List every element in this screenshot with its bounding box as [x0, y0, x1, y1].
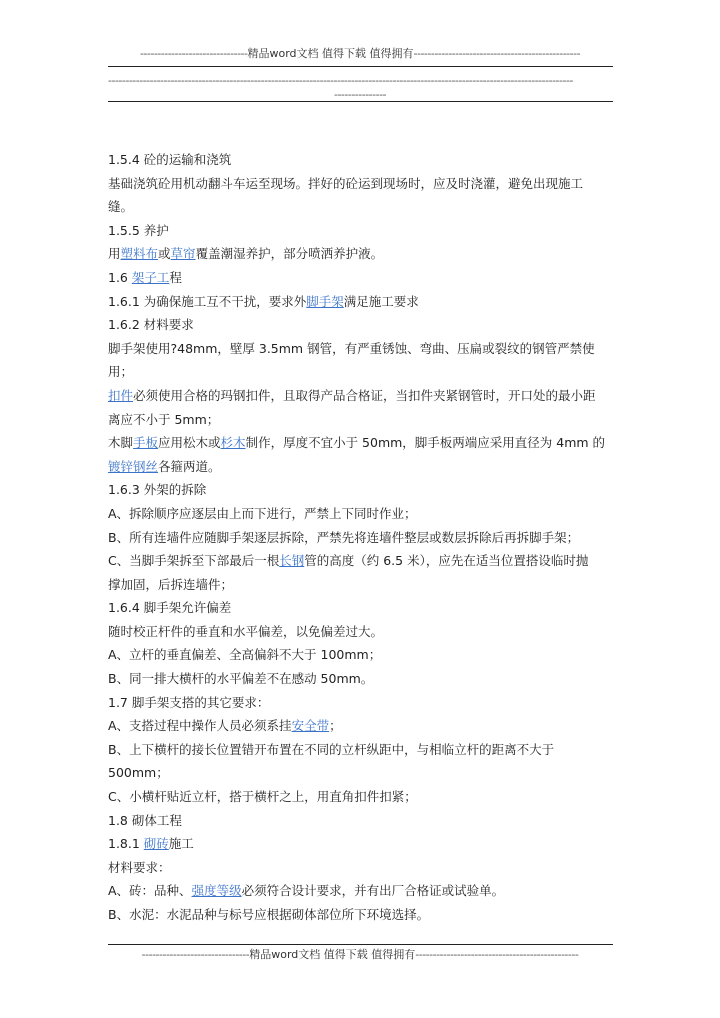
text-span: 或 — [158, 246, 171, 262]
paragraph-line: A、立杆的垂直偏差、全高偏斜不大于 100mm； — [108, 647, 382, 663]
heading-1-7: 1.7 脚手架支搭的其它要求： — [108, 694, 270, 710]
header-dash-left: ------------------------------- — [139, 47, 248, 60]
link-scaffolder[interactable]: 架子工 — [131, 269, 170, 285]
paragraph-line: 用； — [108, 364, 134, 380]
text-span: 覆盖潮湿养护，部分喷洒养护液。 — [195, 246, 384, 262]
link-brick-laying[interactable]: 砌砖 — [143, 836, 169, 852]
document-body — [108, 148, 613, 927]
paragraph-line — [108, 879, 613, 903]
text-span: 程 — [169, 269, 182, 285]
heading-1-6-4: 1.6.4 脚手架允许偏差 — [108, 600, 232, 616]
heading-1-8-1 — [108, 832, 613, 856]
heading-1-6-2: 1.6.2 材料要求 — [108, 317, 194, 333]
paragraph-line: 撑加固，后拆连墙件； — [108, 576, 234, 592]
header-rule-top — [108, 66, 613, 67]
paragraph-line: B、水泥：水泥品种与标号应根据砌体部位所下环境选择。 — [108, 907, 430, 922]
text-span: 1.8.1 — [108, 836, 144, 852]
text-span: ； — [329, 718, 342, 734]
footer-dash-left: ------------------------------- — [141, 948, 250, 961]
footer-dash-right: ----------------------------------------------- — [415, 948, 579, 961]
paragraph-line: B、上下横杆的接长位置错开布置在不同的立杆纵距中，与相临立杆的距离不大于 — [108, 741, 555, 757]
text-span: 必须符合设计要求，并有出厂合格证或试验单。 — [241, 883, 505, 899]
text-span: 1.6.1 为确保施工互不干扰，要求外 — [108, 293, 307, 309]
text-span: 制作，厚度不宜小于 50mm，脚手板两端应采用直径为 4mm 的 — [245, 435, 606, 451]
paragraph-line — [108, 242, 613, 266]
text-span: 应用松木或 — [158, 435, 221, 451]
paragraph-line: 脚手架使用?48mm，壁厚 3.5mm 钢管，有严重锈蚀、弯曲、压扁或裂纹的钢管严禁使 — [108, 340, 595, 356]
paragraph-line: A、拆除顺序应逐层由上而下进行，严禁上下同时作业； — [108, 505, 417, 521]
paragraph-line: B、所有连墙件应随脚手架逐层拆除，严禁先将连墙件整层或数层拆除后再拆脚手架； — [108, 529, 580, 545]
paragraph-line: 基础浇筑砼用机动翻斗车运至现场。拌好的砼运到现场时，应及时浇灌，避免出现施工 — [108, 175, 584, 191]
heading-1-5-5: 1.5.5 养护 — [108, 222, 169, 238]
header-dash-right: ------------------------------------------------ — [413, 47, 581, 60]
paragraph-line — [108, 431, 613, 455]
paragraph-line: B、同一排大横杆的水平偏差不在感动 50mm。 — [108, 671, 374, 687]
header-label: 精品word文档 值得下载 值得拥有 — [247, 47, 414, 60]
paragraph-line — [108, 549, 613, 573]
link-fastener[interactable]: 扣件 — [108, 387, 134, 403]
text-span: C、当脚手架拆至下部最后一根 — [108, 553, 280, 569]
header-dash-line-1: -------------------------------------------------------------------------------------------------------------------------------------- — [108, 74, 573, 87]
paragraph-line: 随时校正杆件的垂直和水平偏差，以免偏差过大。 — [108, 623, 384, 639]
link-hand-board[interactable]: 手板 — [133, 435, 159, 451]
link-safety-belt[interactable]: 安全带 — [291, 718, 330, 734]
link-fir-wood[interactable]: 杉木 — [220, 435, 246, 451]
link-galvanized-wire[interactable]: 镀锌钢丝 — [108, 458, 159, 474]
header-dash-line-2-wrap — [0, 88, 720, 101]
paragraph-line — [108, 455, 613, 479]
text-span: A、砖：品种、 — [108, 883, 192, 899]
link-long-steel[interactable]: 长钢 — [279, 553, 305, 569]
paragraph-line — [108, 384, 613, 408]
header-rule-bottom — [108, 101, 613, 102]
paragraph-line: 500mm； — [108, 765, 169, 781]
paragraph-line: 材料要求： — [108, 859, 171, 875]
link-scaffold[interactable]: 脚手架 — [306, 293, 344, 309]
paragraph-line: 缝。 — [108, 199, 134, 215]
text-span: 满足施工要求 — [343, 293, 419, 309]
text-span: 管的高度（约 6.5 米），应先在适当位置搭设临时抛 — [304, 553, 589, 569]
paragraph-line — [108, 714, 613, 738]
text-span: 必须使用合格的玛钢扣件，且取得产品合格证，当扣件夹紧钢管时，开口处的最小距 — [133, 387, 596, 403]
page-footer — [0, 946, 720, 962]
page-header — [0, 45, 720, 61]
footer-label: 精品word文档 值得下载 值得拥有 — [249, 948, 416, 961]
text-span: A、支搭过程中操作人员必须系挂 — [108, 718, 292, 734]
text-span: 施工 — [168, 836, 194, 852]
link-strength-grade[interactable]: 强度等级 — [191, 883, 242, 899]
heading-1-8: 1.8 砌体工程 — [108, 812, 182, 828]
text-span: 1.6 — [108, 269, 132, 285]
paragraph-line: C、小横杆贴近立杆，搭于横杆之上，用直角扣件扣紧； — [108, 789, 417, 805]
link-plastic-sheet[interactable]: 塑料布 — [120, 246, 159, 262]
text-span: 各箍两道。 — [158, 458, 221, 474]
link-straw-mat[interactable]: 草帘 — [170, 246, 196, 262]
heading-1-6-3: 1.6.3 外架的拆除 — [108, 482, 207, 498]
heading-1-6 — [108, 266, 613, 290]
paragraph-line: 离应不小于 5mm； — [108, 411, 220, 427]
header-dash-line-2: --------------- — [333, 88, 387, 101]
text-span: 木脚 — [108, 435, 134, 451]
footer-rule — [108, 944, 613, 945]
heading-1-5-4: 1.5.4 砼的运输和浇筑 — [108, 152, 232, 167]
heading-1-6-1 — [108, 290, 613, 314]
text-span: 用 — [108, 246, 121, 262]
